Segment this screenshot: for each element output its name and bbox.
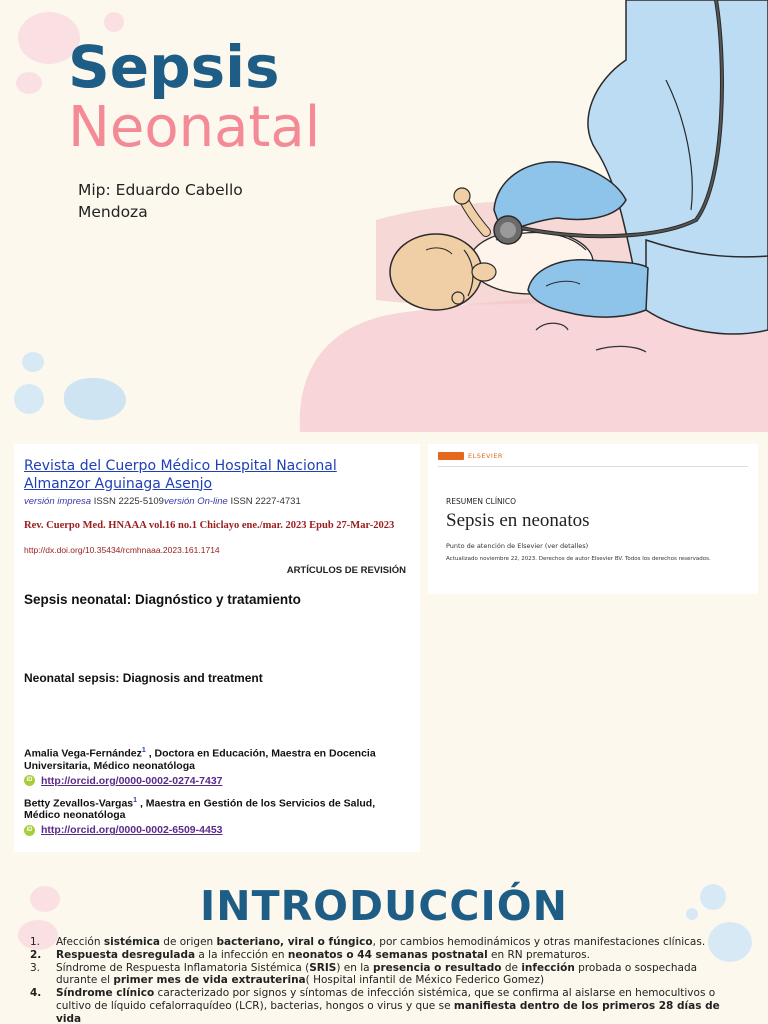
- bold-segment: neonatos o 44 semanas postnatal: [287, 948, 488, 961]
- list-text: [56, 949, 730, 962]
- citation-line: Rev. Cuerpo Med. HNAAA vol.16 no.1 Chiclayo ene./mar. 2023 Epub 27-Mar-2023: [24, 520, 395, 531]
- author-name: Amalia Vega-Fernández: [24, 747, 142, 760]
- list-number: 1.: [30, 936, 41, 948]
- bold-segment: infección: [521, 961, 575, 974]
- list-item: [30, 962, 730, 988]
- bold-segment: Síndrome clínico: [56, 987, 155, 1000]
- journal-article-screenshot: [14, 444, 420, 852]
- bold-segment: presencia o resultado: [372, 961, 502, 974]
- text-segment: en RN prematuros.: [487, 948, 590, 961]
- slide-subtitle: Neonatal: [68, 95, 321, 160]
- bold-segment: manifiesta dentro de los primeros 28 días de vida: [56, 999, 720, 1024]
- title-slide: [0, 0, 768, 432]
- decor-blob-pink-small: [104, 12, 124, 32]
- list-item: [30, 949, 730, 962]
- elsevier-logo: ELSEVIER: [438, 452, 748, 467]
- article-title-en: Neonatal sepsis: Diagnosis and treatment: [24, 671, 263, 686]
- list-text: [56, 987, 730, 1024]
- text-segment: a la infección en: [195, 948, 288, 961]
- article-title-es: Sepsis neonatal: Diagnóstico y tratamiento: [24, 592, 301, 608]
- list-text: [56, 936, 730, 949]
- bold-segment: bacteriano, viral o fúngico: [216, 936, 373, 948]
- bold-segment: SRIS: [309, 961, 337, 974]
- list-number: 2.: [30, 948, 42, 961]
- summary-label: RESUMEN CLÍNICO: [446, 497, 516, 506]
- list-number: 4.: [30, 987, 42, 1000]
- author-entry: [24, 747, 410, 787]
- issn-online-label: versión On-line: [163, 496, 228, 507]
- list-item: [30, 936, 730, 949]
- definition-list: [30, 936, 730, 1024]
- articles-slide: [0, 432, 768, 864]
- list-item: [30, 987, 730, 1024]
- text-segment: ( Hospital infantil de México Federico Gomez): [305, 974, 545, 987]
- author-entry: [24, 797, 410, 837]
- author-affiliation-sup[interactable]: 1: [141, 747, 146, 755]
- issn-line: [24, 496, 410, 507]
- point-of-care-line: Punto de atención de Elsevier (ver detalles): [446, 542, 589, 550]
- summary-title: Sepsis en neonatos: [446, 510, 590, 531]
- text-segment: caracterizado por signos y síntomas de infección sistémica, que se confirma al aislarse en hemocultivos o cultivo de líquido cefalorraquídeo (LCR), bacterias, hongos o virus y que se: [56, 987, 716, 1012]
- text-segment: Afección: [56, 936, 104, 948]
- text-segment: de origen: [159, 936, 217, 948]
- orcid-link[interactable]: http://orcid.org/0000-0002-0274-7437: [41, 774, 223, 787]
- text-segment: probada o sospechada durante el: [56, 961, 698, 987]
- slide-title: Sepsis: [68, 33, 280, 101]
- list-text: [56, 962, 730, 988]
- issn-print: ISSN 2225-5109: [93, 496, 164, 507]
- decor-blob-blue: [22, 352, 44, 372]
- text-segment: ) en la: [336, 961, 373, 974]
- bold-segment: sistémica: [103, 936, 160, 948]
- text-segment: , por cambios hemodinámicos y otras manifestaciones clínicas.: [372, 936, 706, 948]
- issn-print-label: versión impresa: [24, 496, 92, 507]
- updated-line: Actualizado noviembre 22, 2023. Derechos de autor Elsevier BV. Todos los derechos reservados.: [446, 556, 711, 562]
- author-name: Betty Zevallos-Vargas: [24, 797, 134, 810]
- text-segment: Síndrome de Respuesta Inflamatoria Sistémica (: [56, 961, 310, 974]
- orcid-icon: iD: [24, 775, 35, 786]
- orcid-row: [24, 775, 410, 787]
- text-segment: de: [501, 961, 522, 974]
- presenter-name: Mip: Eduardo Cabello Mendoza: [78, 181, 243, 221]
- orcid-row: [24, 824, 410, 836]
- intro-title: INTRODUCCIÓN: [200, 882, 568, 930]
- journal-title-link[interactable]: Revista del Cuerpo Médico Hospital Nacional Almanzor Aguinaga Asenjo: [24, 458, 337, 492]
- decor-blob-blue-2: [14, 384, 44, 414]
- elsevier-tree-icon: [438, 452, 464, 460]
- decor-blob-pink-2: [16, 72, 42, 94]
- bold-segment: Respuesta desregulada: [56, 948, 196, 961]
- author-description: , Maestra en Gestión de los Servicios de Salud, Médico neonatóloga: [24, 797, 376, 822]
- section-label: ARTÍCULOS DE REVISIÓN: [286, 565, 406, 577]
- intro-slide: [0, 864, 768, 1024]
- elsevier-summary-screenshot: [428, 444, 758, 594]
- bold-segment: primer mes de vida extrauterina: [113, 974, 306, 987]
- issn-online: ISSN 2227-4731: [230, 496, 301, 507]
- author-affiliation-sup[interactable]: 1: [133, 796, 138, 804]
- orcid-icon: iD: [24, 825, 35, 836]
- author-description: , Doctora en Educación, Maestra en Docencia Universitaria, Médico neonatóloga: [24, 747, 376, 772]
- doi-link[interactable]: http://dx.doi.org/10.35434/rcmhnaaa.2023.161.1714: [24, 545, 220, 556]
- list-number: 3.: [30, 961, 41, 974]
- decor-blob-blue-3: [64, 378, 126, 420]
- orcid-link[interactable]: http://orcid.org/0000-0002-6509-4453: [41, 824, 223, 837]
- doctor-examining-baby-illustration: [296, 0, 768, 432]
